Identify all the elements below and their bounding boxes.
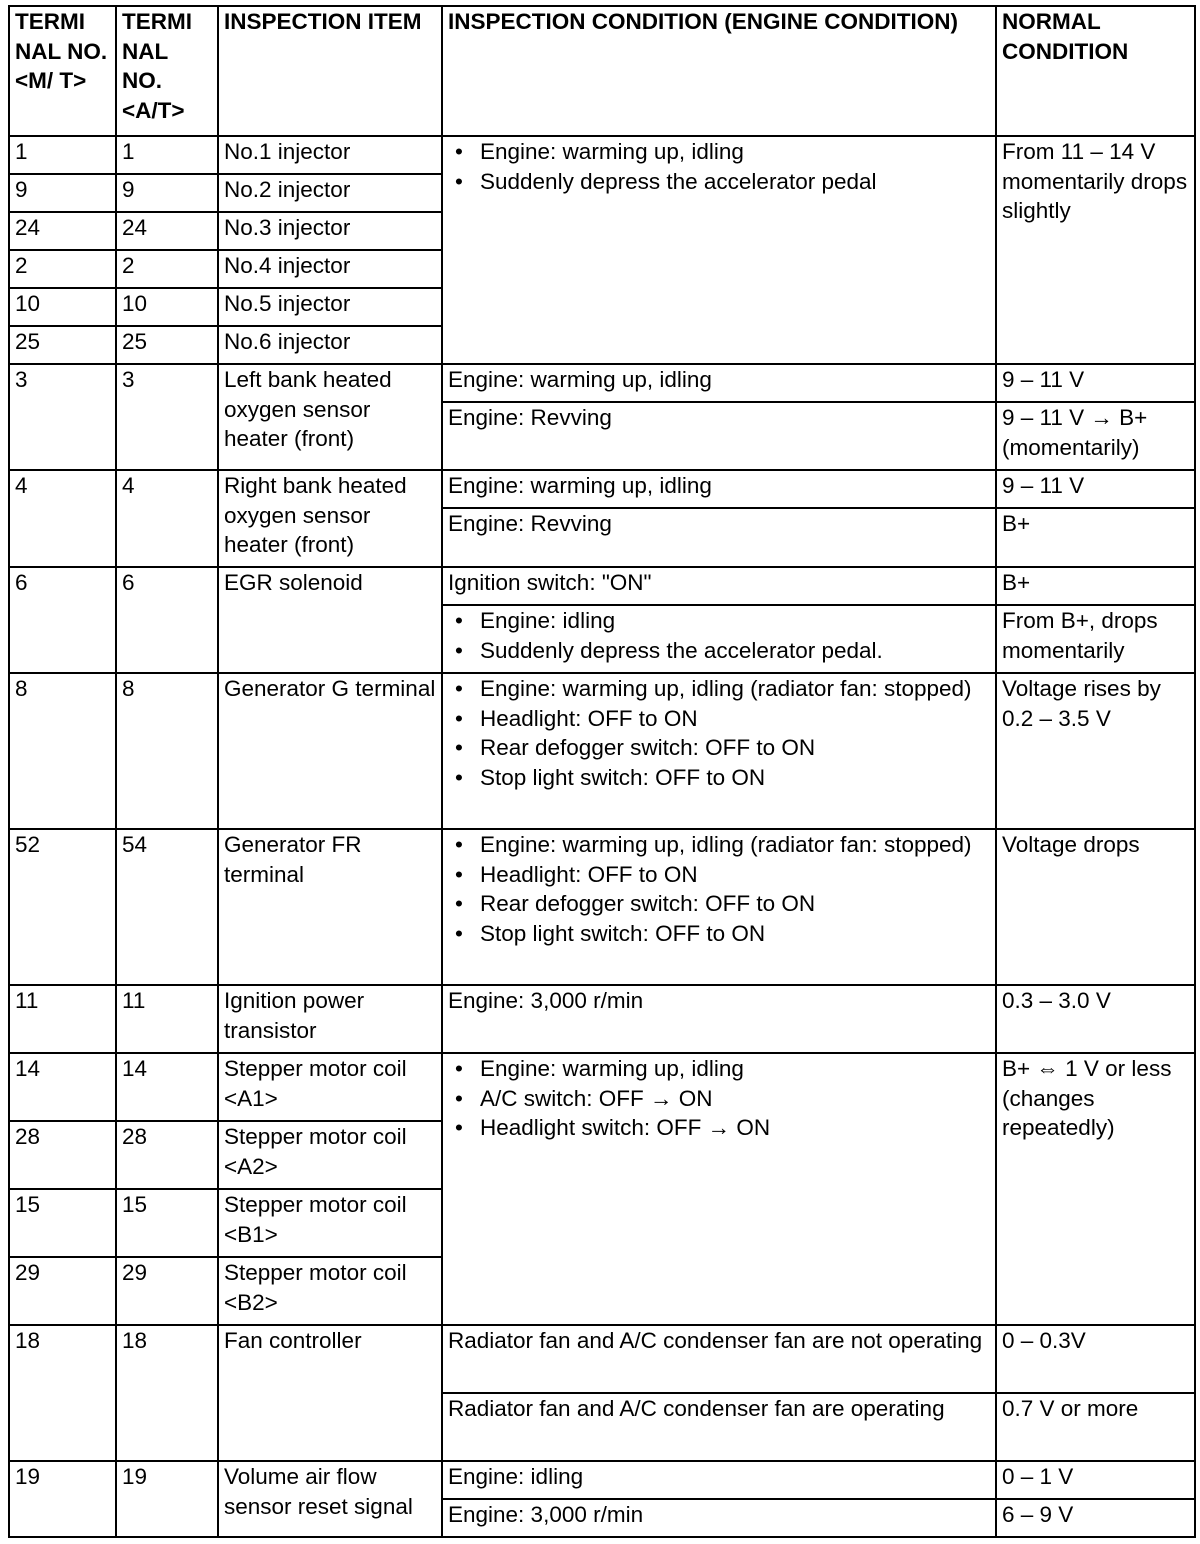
- terminal-at: 6: [116, 567, 218, 673]
- terminal-mt: 18: [9, 1325, 116, 1461]
- normal-condition: 0.3 – 3.0 V: [996, 985, 1195, 1053]
- terminal-at: 19: [116, 1461, 218, 1537]
- list-item: • Headlight switch: OFF → ON: [448, 1113, 991, 1143]
- list-item: • Suddenly depress the accelerator pedal.: [448, 636, 991, 666]
- list-item: • Engine: warming up, idling: [448, 137, 991, 167]
- inspection-condition: [442, 605, 996, 673]
- normal-condition: Voltage rises by 0.2 – 3.5 V: [996, 673, 1195, 829]
- terminal-mt: 1: [9, 136, 116, 174]
- table-row: [9, 1325, 1195, 1393]
- inspection-condition: Engine: warming up, idling: [442, 470, 996, 508]
- condition-list: [448, 606, 991, 665]
- normal-condition: From 11 – 14 V momentarily drops slightly: [996, 136, 1195, 364]
- inspection-condition: [442, 829, 996, 985]
- table-row: [9, 673, 1195, 829]
- terminal-at: 15: [116, 1189, 218, 1257]
- normal-condition: 9 – 11 V: [996, 470, 1195, 508]
- terminal-mt: 52: [9, 829, 116, 985]
- terminal-at: 11: [116, 985, 218, 1053]
- normal-condition: From B+, drops momentarily: [996, 605, 1195, 673]
- terminal-at: 2: [116, 250, 218, 288]
- inspection-item: Stepper motor coil <A1>: [218, 1053, 442, 1121]
- inspection-item: Stepper motor coil <A2>: [218, 1121, 442, 1189]
- terminal-at: 24: [116, 212, 218, 250]
- terminal-at: 18: [116, 1325, 218, 1461]
- normal-condition: B+: [996, 567, 1195, 605]
- condition-list: [448, 674, 991, 792]
- list-item: • Headlight: OFF to ON: [448, 704, 991, 734]
- table-row: [9, 1461, 1195, 1499]
- terminal-at: 54: [116, 829, 218, 985]
- list-item: • Rear defogger switch: OFF to ON: [448, 889, 991, 919]
- terminal-mt: 15: [9, 1189, 116, 1257]
- terminal-at: 10: [116, 288, 218, 326]
- list-item: • Stop light switch: OFF to ON: [448, 763, 991, 793]
- inspection-condition: Radiator fan and A/C condenser fan are operating: [442, 1393, 996, 1461]
- header-row: [9, 6, 1195, 136]
- terminal-mt: 8: [9, 673, 116, 829]
- condition-list: [448, 1054, 991, 1143]
- terminal-mt: 9: [9, 174, 116, 212]
- normal-condition: B+: [996, 508, 1195, 567]
- inspection-condition: [442, 673, 996, 829]
- inspection-condition: Engine: warming up, idling: [442, 364, 996, 402]
- normal-condition: 6 – 9 V: [996, 1499, 1195, 1537]
- normal-condition: 9 – 11 V → B+ (momentarily): [996, 402, 1195, 470]
- normal-condition: 0.7 V or more: [996, 1393, 1195, 1461]
- terminal-mt: 2: [9, 250, 116, 288]
- terminal-mt: 29: [9, 1257, 116, 1325]
- inspection-condition: Engine: 3,000 r/min: [442, 985, 996, 1053]
- inspection-item: EGR solenoid: [218, 567, 442, 673]
- terminal-at: 28: [116, 1121, 218, 1189]
- inspection-item: Fan controller: [218, 1325, 442, 1461]
- table-row: [9, 470, 1195, 508]
- inspection-item: No.1 injector: [218, 136, 442, 174]
- inspection-item: Stepper motor coil <B2>: [218, 1257, 442, 1325]
- terminal-mt: 19: [9, 1461, 116, 1537]
- terminal-at: 4: [116, 470, 218, 567]
- terminal-at: 1: [116, 136, 218, 174]
- list-item: • Engine: idling: [448, 606, 991, 636]
- terminal-at: 25: [116, 326, 218, 364]
- inspection-item: Right bank heated oxygen sensor heater (front): [218, 470, 442, 567]
- terminal-at: 8: [116, 673, 218, 829]
- normal-condition: B+ ⇔ 1 V or less (changes repeatedly): [996, 1053, 1195, 1325]
- inspection-item: No.4 injector: [218, 250, 442, 288]
- table-row: [9, 1053, 1195, 1121]
- terminal-mt: 3: [9, 364, 116, 470]
- inspection-item: Left bank heated oxygen sensor heater (front): [218, 364, 442, 470]
- list-item: • Headlight: OFF to ON: [448, 860, 991, 890]
- condition-list: [448, 830, 991, 948]
- list-item: • Stop light switch: OFF to ON: [448, 919, 991, 949]
- terminal-at: 3: [116, 364, 218, 470]
- inspection-item: Generator G terminal: [218, 673, 442, 829]
- list-item: • Suddenly depress the accelerator pedal: [448, 167, 991, 197]
- terminal-mt: 25: [9, 326, 116, 364]
- list-item: • A/C switch: OFF → ON: [448, 1084, 991, 1114]
- normal-condition: 0 – 0.3V: [996, 1325, 1195, 1393]
- table-row: [9, 985, 1195, 1053]
- table-row: [9, 136, 1195, 174]
- inspection-item: No.6 injector: [218, 326, 442, 364]
- normal-condition: Voltage drops: [996, 829, 1195, 985]
- table-row: [9, 364, 1195, 402]
- header-terminal-at: TERMI NAL NO. <A/T>: [116, 6, 218, 136]
- inspection-condition: Engine: 3,000 r/min: [442, 1499, 996, 1537]
- terminal-at: 29: [116, 1257, 218, 1325]
- inspection-item: Generator FR terminal: [218, 829, 442, 985]
- terminal-mt: 4: [9, 470, 116, 567]
- terminal-mt: 11: [9, 985, 116, 1053]
- terminal-mt: 6: [9, 567, 116, 673]
- terminal-mt: 28: [9, 1121, 116, 1189]
- inspection-item: No.5 injector: [218, 288, 442, 326]
- header-inspection-item: INSPECTION ITEM: [218, 6, 442, 136]
- inspection-item: Ignition power transistor: [218, 985, 442, 1053]
- terminal-mt: 24: [9, 212, 116, 250]
- inspection-item: Volume air flow sensor reset signal: [218, 1461, 442, 1537]
- inspection-condition: Radiator fan and A/C condenser fan are not operating: [442, 1325, 996, 1393]
- list-item: • Engine: warming up, idling (radiator fan: stopped): [448, 830, 991, 860]
- normal-condition: 0 – 1 V: [996, 1461, 1195, 1499]
- list-item: • Engine: warming up, idling (radiator fan: stopped): [448, 674, 991, 704]
- inspection-condition: Engine: idling: [442, 1461, 996, 1499]
- inspection-condition: Engine: Revving: [442, 402, 996, 470]
- inspection-condition: Ignition switch: "ON": [442, 567, 996, 605]
- normal-condition: 9 – 11 V: [996, 364, 1195, 402]
- header-normal-condition: NORMAL CONDITION: [996, 6, 1195, 136]
- table-row: [9, 829, 1195, 985]
- condition-list: [448, 137, 991, 196]
- table-row: [9, 567, 1195, 605]
- list-item: • Engine: warming up, idling: [448, 1054, 991, 1084]
- terminal-inspection-table: [8, 5, 1196, 1538]
- inspection-item: No.2 injector: [218, 174, 442, 212]
- inspection-condition: Engine: Revving: [442, 508, 996, 567]
- terminal-at: 14: [116, 1053, 218, 1121]
- inspection-condition: [442, 1053, 996, 1325]
- list-item: • Rear defogger switch: OFF to ON: [448, 733, 991, 763]
- header-terminal-mt: TERMI NAL NO. <M/ T>: [9, 6, 116, 136]
- inspection-item: No.3 injector: [218, 212, 442, 250]
- terminal-mt: 14: [9, 1053, 116, 1121]
- inspection-item: Stepper motor coil <B1>: [218, 1189, 442, 1257]
- inspection-condition: [442, 136, 996, 364]
- terminal-mt: 10: [9, 288, 116, 326]
- terminal-at: 9: [116, 174, 218, 212]
- header-inspection-condition: INSPECTION CONDITION (ENGINE CONDITION): [442, 6, 996, 136]
